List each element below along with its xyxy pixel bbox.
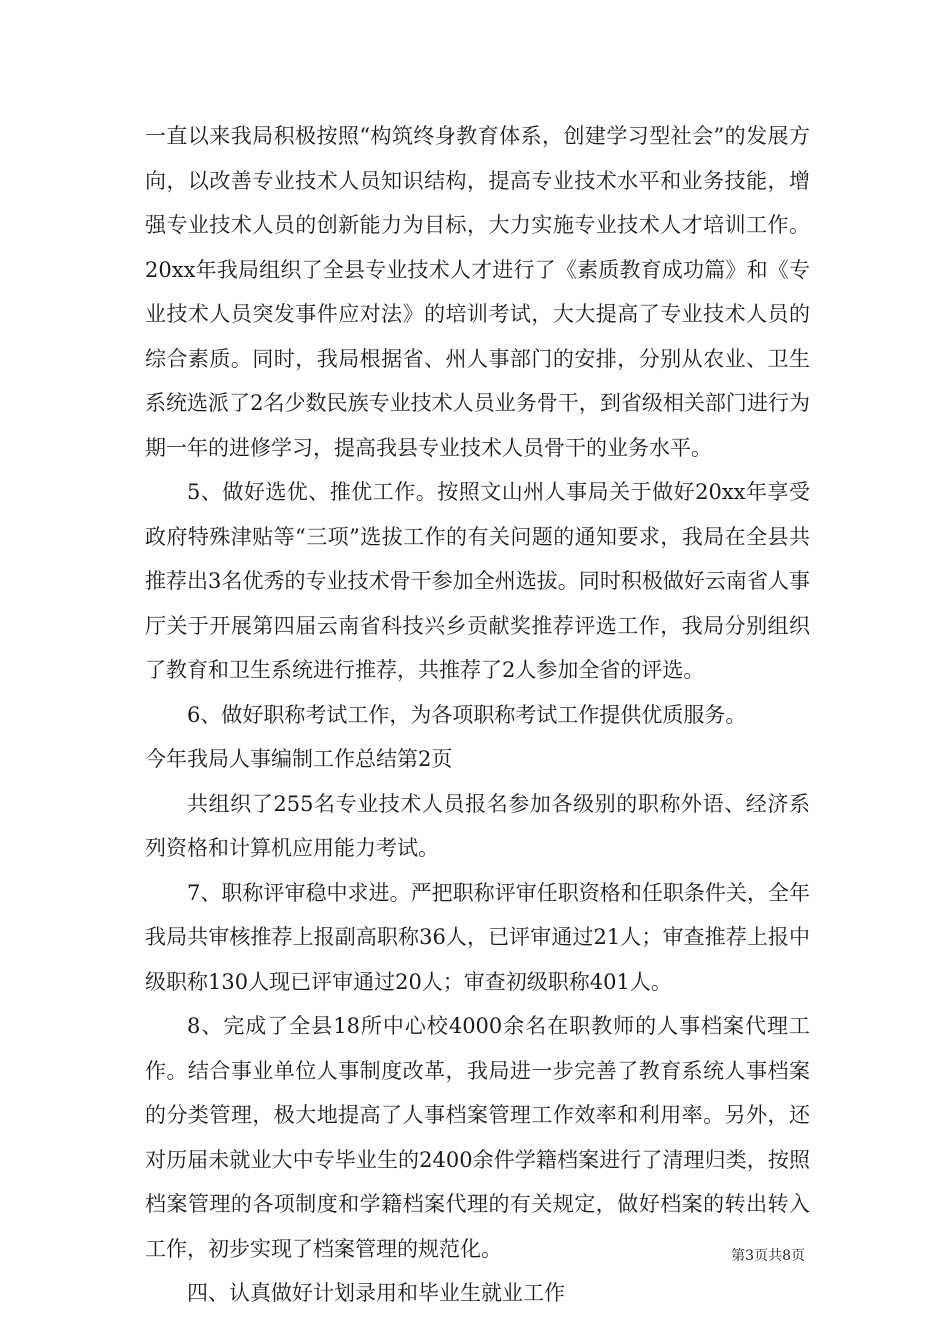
page-number-footer: 第3页共8页 xyxy=(731,1248,805,1264)
section-heading-4: 四、认真做好计划录用和毕业生就业工作 xyxy=(187,1281,565,1305)
paragraph-item-7-review: 7、职称评审稳中求进。严把职称评审任职资格和任职条件关，全年我局共审核推荐上报副高职称36人，已评审通过21人；审查推荐上报中级职称130人现已评审通过20人；审查初级职称401人。 xyxy=(145,880,810,994)
paragraph-exam-count: 共组织了255名专业技术人员报名参加各级别的职称外语、经济系列资格和计算机应用能力考试。 xyxy=(145,791,810,860)
paragraph-item-6-exams: 6、做好职称考试工作，为各项职称考试工作提供优质服务。 xyxy=(187,702,747,727)
paragraph-item-5-selection: 5、做好选优、推优工作。按照文山州人事局关于做好20xx年享受政府特殊津贴等“三项”选拔工作的有关问题的通知要求，我局在全县共推荐出3名优秀的专业技术骨干参加全州选拔。同时积极做好云南省人事厅关于开展第四届云南省科技兴乡贡献奖推荐评选工作，我局分别组织了教育和卫生系统进行推荐，共推荐了2人参加全省的评选。 xyxy=(145,480,810,682)
paragraph-item-8-archives: 8、完成了全县18所中心校4000余名在职教师的人事档案代理工作。结合事业单位人事制度改革，我局进一步完善了教育系统人事档案的分类管理，极大地提高了人事档案管理工作效率和利用率。另外，还对历届未就业大中专毕业生的2400余件学籍档案进行了清理归类，按照档案管理的各项制度和学籍档案代理的有关规定，做好档案的转出转入工作，初步实现了档案管理的规范化。 xyxy=(145,1014,810,1261)
document-body xyxy=(145,114,810,1316)
page-continuation-heading: 今年我局人事编制工作总结第2页 xyxy=(145,747,453,771)
paragraph-training: 一直以来我局积极按照“构筑终身教育体系，创建学习型社会”的发展方向，以改善专业技术人员知识结构，提高专业技术水平和业务技能，增强专业技术人员的创新能力为目标，大力实施专业技术人才培训工作。20xx年我局组织了全县专业技术人才进行了《素质教育成功篇》和《专业技术人员突发事件应对法》的培训考试，大大提高了专业技术人员的综合素质。同时，我局根据省、州人事部门的安排，分别从农业、卫生系统选派了2名少数民族专业技术人员业务骨干，到省级相关部门进行为期一年的进修学习，提高我县专业技术人员骨干的业务水平。 xyxy=(145,124,810,460)
